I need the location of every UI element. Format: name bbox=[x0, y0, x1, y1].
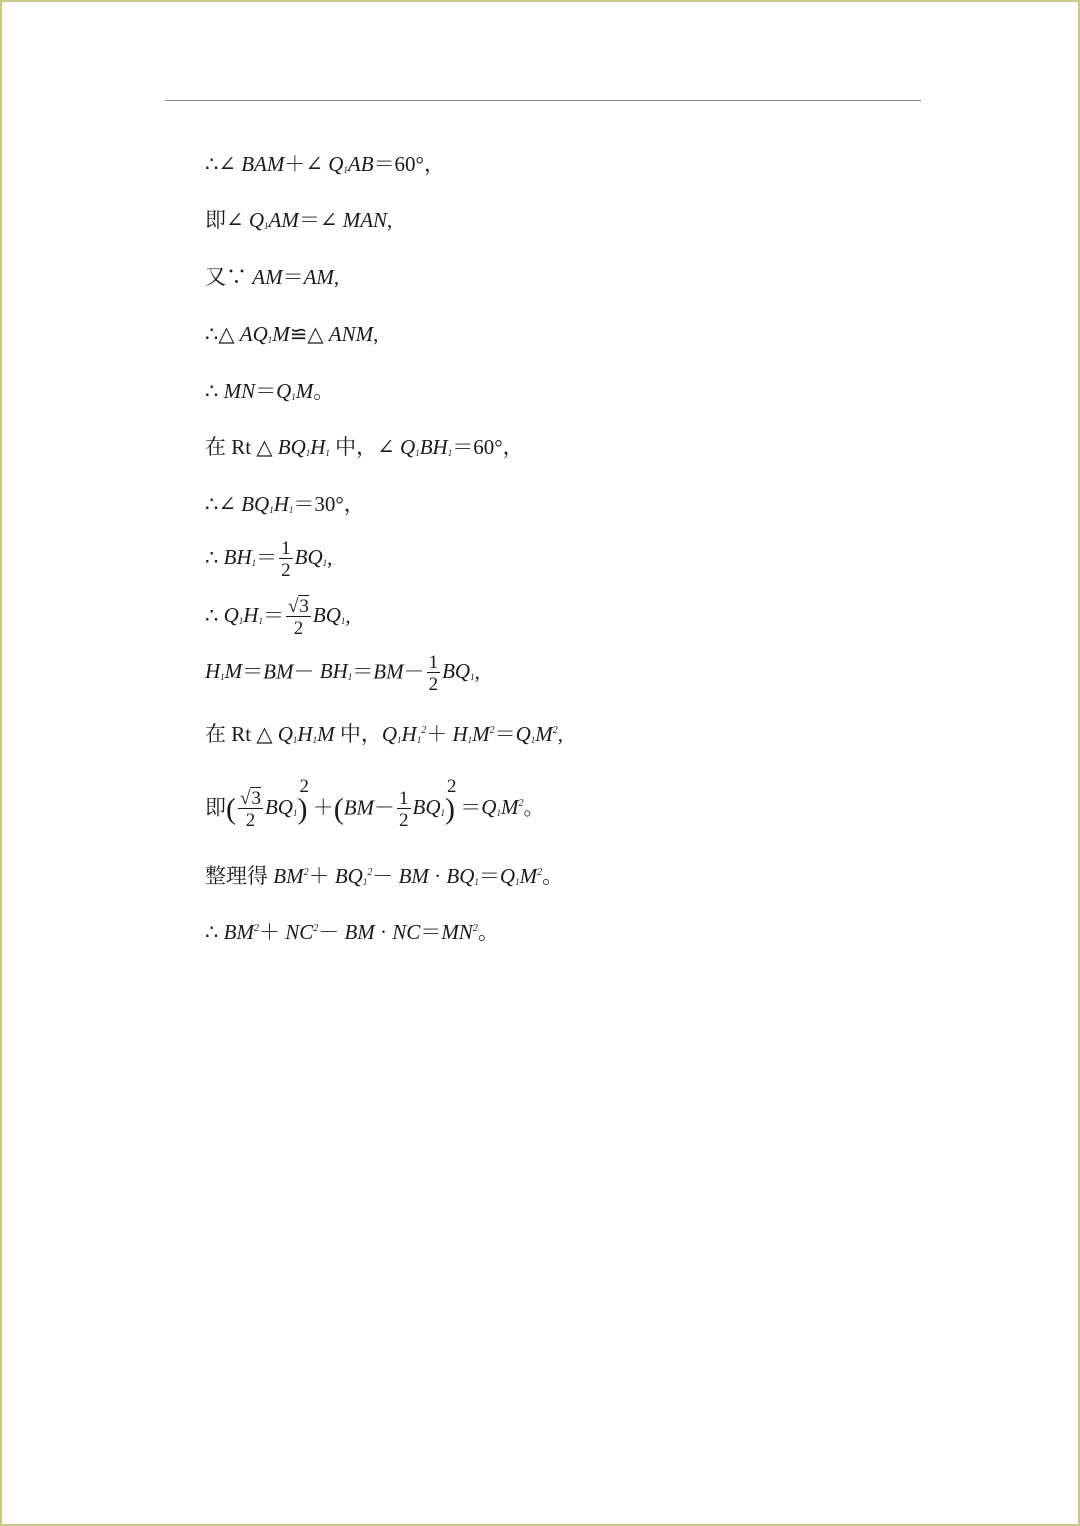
proof-line-10: $H_1M=BM- BH_1=BM-$ $\frac{1}{2}$ $BQ_1$, bbox=[205, 652, 480, 695]
fraction: $\frac{1}{2}$ bbox=[281, 538, 291, 581]
proof-line-13: 整理得 $BM^2+ BQ_1^2-$ BM · $BQ_1=Q_1M^2$。 bbox=[205, 864, 564, 888]
proof-line-12: 即( $\frac{√3}{2}$ $BQ_1$) 2 ＋(BM－ $\frac{1}{2}$ $BQ_1$) 2 $=Q_1M^2$。 bbox=[205, 776, 545, 831]
proof-line-4: ∴△ $AQ_1M≌\triangle$ ANM, bbox=[205, 322, 379, 346]
header-rule bbox=[165, 100, 921, 101]
proof-line-3: 又∵ AM＝AM, bbox=[205, 265, 340, 289]
proof-line-7: ∴∠ $BQ_1H_1=30^\circ$， bbox=[205, 492, 365, 516]
proof-line-2: 即∠ $Q_1AM=\angle$ MAN, bbox=[205, 208, 393, 232]
proof-line-6: 在 Rt △ $BQ_1H_1$ 中，∠ $Q_1BH_1=60^\circ$， bbox=[205, 435, 524, 459]
fraction: $\frac{1}{2}$ bbox=[399, 788, 409, 831]
proof-line-8: ∴ $BH_1=$ $\frac{1}{2}$ $BQ_1$, bbox=[205, 538, 333, 581]
fraction: $\frac{√3}{2}$ bbox=[240, 788, 261, 831]
proof-line-1: ∴∠ BAM＋∠ $Q_1AB=60^\circ$， bbox=[205, 152, 445, 176]
proof-line-14: ∴ $BM^2+ NC^2-$ BM · $NC=MN^2$。 bbox=[205, 920, 499, 944]
proof-line-9: ∴ $Q_1H_1=$ $\frac{√3}{2}$ $BQ_1$, bbox=[205, 596, 351, 639]
fraction: $\frac{1}{2}$ bbox=[428, 652, 439, 695]
fraction: $\frac{√3}{2}$ bbox=[287, 596, 309, 639]
proof-line-11: 在 Rt △ $Q_1H_1M$ 中，$Q_1H_1^2+ H_1M^2=Q_1M^2$, bbox=[205, 722, 564, 746]
proof-line-5: ∴ $MN=Q_1M$。 bbox=[205, 379, 335, 403]
